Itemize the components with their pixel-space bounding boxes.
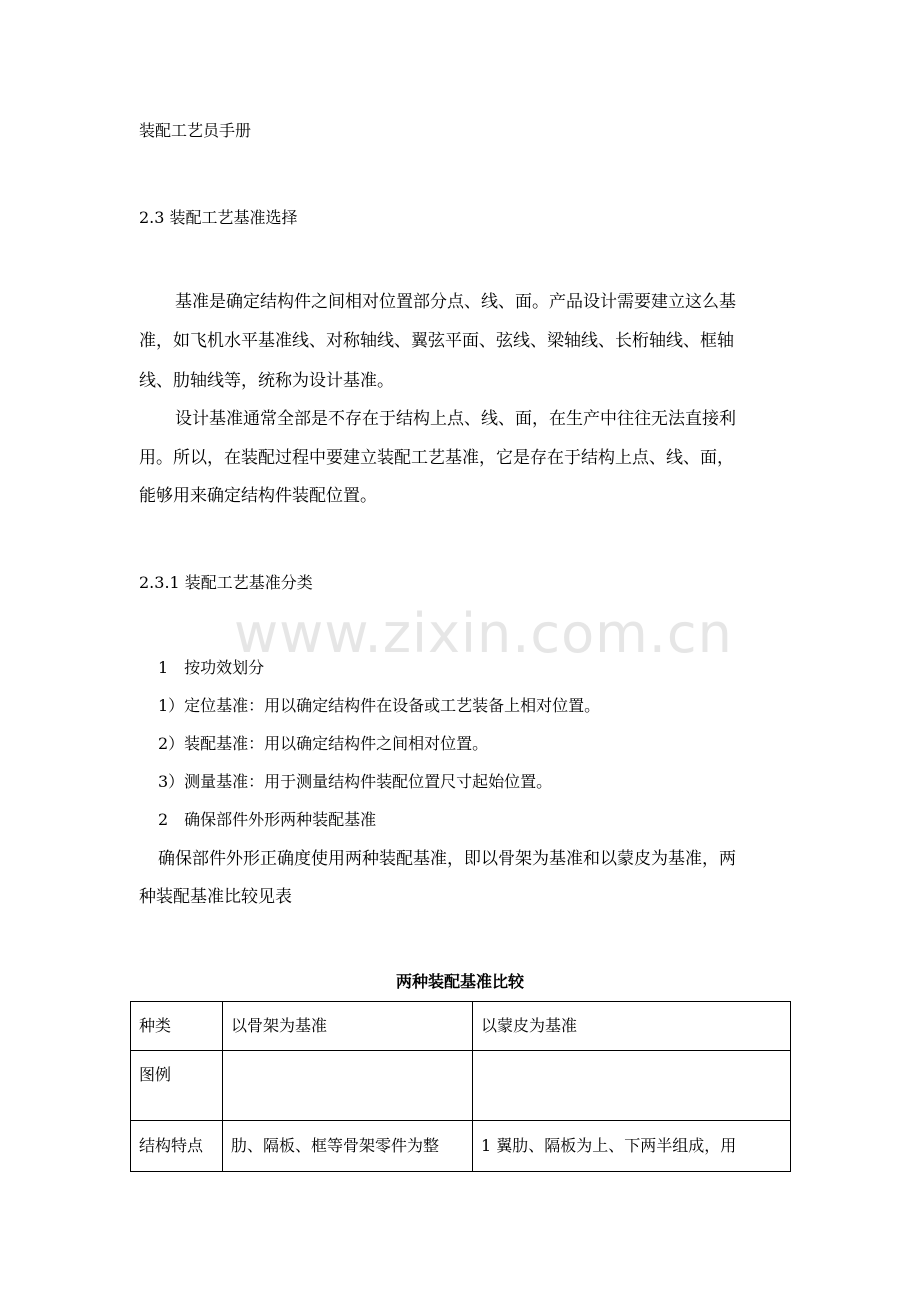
list-item: 3）测量基准：用于测量结构件装配位置尺寸起始位置。 [158, 772, 553, 791]
table-cell: 1 翼肋、隔板为上、下两半组成，用 [473, 1121, 791, 1172]
list-item: 1 按功效划分 [158, 658, 265, 677]
document-header-title: 装配工艺员手册 [139, 121, 252, 140]
table-cell [223, 1051, 473, 1121]
subsection-heading: 2.3.1 装配工艺基准分类 [139, 573, 313, 592]
list-item: 2 确保部件外形两种装配基准 [158, 810, 377, 829]
list-item: 1）定位基准：用以确定结构件在设备或工艺装备上相对位置。 [158, 696, 601, 715]
paragraph-line: 用。所以，在装配过程中要建立装配工艺基准，它是存在于结构上点、线、面， [139, 448, 734, 468]
list-item: 2）装配基准：用以确定结构件之间相对位置。 [158, 734, 489, 753]
table-cell [473, 1051, 791, 1121]
table-title: 两种装配基准比较 [395, 972, 524, 991]
paragraph-line: 设计基准通常全部是不存在于结构上点、线、面，在生产中往往无法直接利 [175, 409, 736, 429]
table-row [131, 1002, 791, 1051]
table-cell: 肋、隔板、框等骨架零件为整 [223, 1121, 473, 1172]
table-row [131, 1051, 791, 1121]
comparison-table [130, 1001, 791, 1172]
paragraph-line: 确保部件外形正确度使用两种装配基准，即以骨架为基准和以蒙皮为基准，两 [158, 849, 736, 869]
paragraph-line: 准，如飞机水平基准线、对称轴线、翼弦平面、弦线、梁轴线、长桁轴线、框轴 [139, 331, 734, 351]
paragraph-line: 能够用来确定结构件装配位置。 [139, 486, 377, 506]
paragraph-line: 线、肋轴线等，统称为设计基准。 [139, 371, 394, 391]
paragraph-line: 基准是确定结构件之间相对位置部分点、线、面。产品设计需要建立这么基 [175, 292, 736, 312]
paragraph-line: 种装配基准比较见表 [139, 887, 292, 907]
table-cell: 以蒙皮为基准 [473, 1002, 791, 1051]
watermark: www.zixin.com.cn [234, 602, 733, 665]
table-cell: 图例 [131, 1051, 223, 1121]
table-cell: 以骨架为基准 [223, 1002, 473, 1051]
section-heading: 2.3 装配工艺基准选择 [139, 208, 298, 227]
table-cell: 种类 [131, 1002, 223, 1051]
table-cell: 结构特点 [131, 1121, 223, 1172]
table-row [131, 1121, 791, 1172]
